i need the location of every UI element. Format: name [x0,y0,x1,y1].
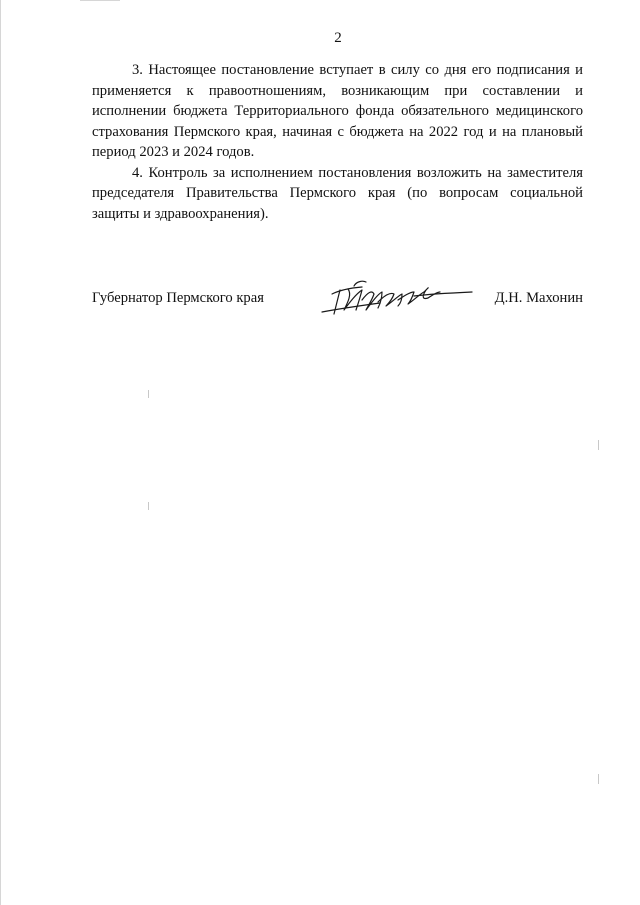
document-body [92,60,583,224]
scan-edge-mark [80,0,120,1]
paragraph-4: 4. Контроль за исполнением постановления возложить на заместителя председателя Правительства Пермского края (по вопросам социальной защиты и здравоохранения). [92,164,583,222]
scan-speck [598,440,599,450]
signatory-name: Д.Н. Махонин [494,290,583,306]
page-number: 2 [334,30,342,46]
scan-speck [598,774,599,784]
paragraph-3: 3. Настоящее постановление вступает в силу со дня его подписания и применяется к правоотношениям, возникающим при составлении и исполнении бюджета Территориального фонда обязательного медицинского страхования Пермского края, начиная с бюджета на 2022 год и на плановый период 2023 и 2024 годов. [92,62,583,160]
scan-speck [148,390,149,398]
scan-speck [148,502,149,510]
signatory-title: Губернатор Пермского края [92,290,264,306]
scan-edge-mark [0,0,1,905]
signature-block [92,290,583,330]
handwritten-signature [318,276,478,318]
